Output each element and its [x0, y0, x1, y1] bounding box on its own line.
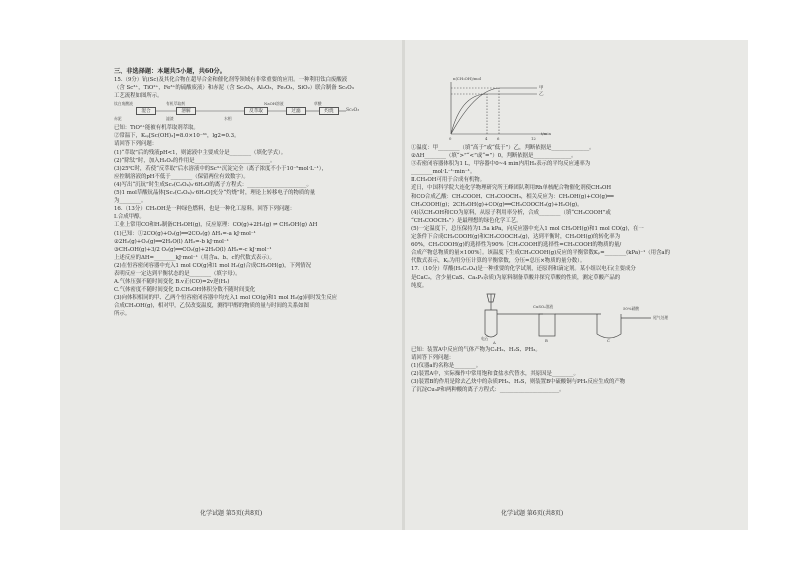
q15-line: (3)25℃时，若使“反萃取”后水溶液中的Sc³⁺沉淀完全（离子浓度不小于10⁻⁵mol·L⁻¹），: [114, 165, 327, 172]
q16-cont-line: ①温度：甲________（填“高于”或“低于”）乙，判断依据是______________。: [411, 145, 595, 151]
flow-product: Sc₂O₃: [346, 108, 360, 114]
q15-line: ②常温下，Kₛₚ[Sc(OH)₃]=8.0×10⁻³¹，lg2=0.3。: [114, 133, 240, 140]
q16-cont-line: Ⅱ.CH₃OH可用于合成有机物。: [411, 177, 486, 184]
x-tick: 6: [497, 136, 500, 141]
q16-cont-line: CH₃COOH(g)；2CH₃OH(g)+CO(g)══CH₃COOCH₃(g)+H₂O(g)。: [411, 201, 583, 208]
q16-cont-line: 近日，中国科学院大连化学物理研究所王峰团队利用Rh单核配合物催化剂使CH₃OH: [411, 185, 612, 192]
q17-line: 已知：装置A中反应的气体产物为C₂H₂、H₂S、PH₃。: [411, 346, 541, 353]
q17-line: 请回答下列问题：: [411, 354, 455, 361]
q17-line: (3)装置B的作用是除去乙炔中的杂质PH₃、H₂S，则装置B中硫酸铜与PH₃反应生成的产物: [411, 379, 626, 386]
q16-line: C.气体密度不随时间变化 D.CH₃OH体积分数不随时间变化: [114, 287, 256, 294]
q16-line: 工业上常用CO和H₂制备CH₃OH(g)，反应原理：CO(g)+2H₂(g) ⇌ CH₃OH(g) ΔH: [114, 222, 318, 229]
methanol-time-graph: [435, 76, 555, 144]
process-flow-diagram: [114, 101, 397, 123]
q16-line: 所示。: [114, 311, 131, 318]
exam-sheet: [60, 40, 748, 530]
apparatus-label: C: [607, 337, 610, 343]
q16-line: ③CH₃OH(g)+3/2 O₂(g)══CO₂(g)+2H₂O(l) ΔH₃=-c kJ·mol⁻¹: [114, 246, 272, 253]
q16-line: 表明反应一定达到平衡状态的是________（填字母）。: [114, 270, 241, 277]
right-page: [405, 40, 748, 530]
apparatus-label: B: [545, 337, 548, 343]
q15-line: 已知：TiO²⁺能被有机萃取剂萃取。: [114, 125, 199, 132]
left-page: [60, 40, 405, 530]
q15-line: (4)写出“沉钪”时生成Sc₂(C₂O₄)₃·6H₂O的离子方程式：______________________。: [114, 181, 312, 188]
q16-cont-line: (4)以CH₃OH和CO为原料，从原子利用率分析，合成________（填“CH₃COOH”或: [411, 209, 611, 216]
page-footer: 化学试题 第5页(共8页): [200, 510, 263, 517]
flow-step-box: 灼烧: [319, 107, 339, 115]
graph-svg: [435, 76, 555, 144]
curve-label: 乙: [539, 92, 544, 97]
flow-step-box: 溶解: [176, 107, 196, 115]
q16-line: A.气体压强不随时间变化 B.v正(CO)=2v逆(H₂): [114, 279, 230, 286]
flow-label: NaOH溶液: [264, 101, 284, 107]
q16-line: 上述反应的ΔH=________kJ·mol⁻¹（用含a、b、c的代数式表示）。: [114, 254, 275, 261]
q16-line: Ⅰ.合成甲醇。: [114, 214, 145, 221]
q16-cont-line: 和CO合成乙酸：CH₃COOH、CH₃COOCH₃，相关反应为：CH₃OH(g)+CO(g)══: [411, 193, 614, 200]
flow-label: 钛白废酸液: [114, 101, 133, 107]
flow-label: 草酸: [314, 101, 322, 107]
q16-cont-line: ________mol·L⁻¹·min⁻¹。: [411, 169, 476, 176]
apparatus-label: A: [493, 339, 496, 345]
q16-cont-line: 合成产物总物质的量×100%］。该温度下生成CH₃COOH(g)反应的平衡常数Kₚ=________(kPa)⁻¹（用含a的: [411, 250, 671, 257]
page-footer: 化学试题 第6页(共8页): [501, 510, 564, 517]
flow-step-box: 混合: [136, 107, 156, 115]
q16-cont-line: ②ΔH________（填“>”“<”或“=”）0，判断依据是______________。: [411, 153, 577, 160]
flow-label: 滤渣: [166, 116, 174, 122]
q15-line: 为________。: [114, 198, 147, 205]
curve-jia: [451, 88, 537, 134]
flow-label: 水相: [224, 116, 232, 122]
flow-label: 有机萃取剂: [166, 101, 185, 107]
curve-label: 甲: [539, 86, 544, 91]
graph-xlabel: t/min: [541, 131, 552, 136]
q16-cont-line: 60%，CH₃COOH(g)的选择性为90%［CH₃COOH的选择性=CH₃COOH的物质的量/: [411, 242, 622, 249]
curve-yi: [451, 94, 537, 134]
q16-line: ②2H₂(g)+O₂(g)══2H₂O(l) ΔH₂=-b kJ·mol⁻¹: [114, 238, 229, 245]
q16-line: 16.（13分）CH₃OH是一种绿色燃料，也是一种化工原料。回答下列问题：: [114, 206, 296, 213]
x-tick: 0: [449, 136, 452, 141]
q17-line: 17.（10分）草酸(H₂C₂O₄)是一种重要的化学试剂，还原剂和滴定剂。某小组以电石(主要成分: [411, 266, 636, 273]
q16-line: (3)向体积相同的甲、乙两个恒容密闭容器中均充入1 mol CO(g)和1 mol H₂(g)同时发生反应: [114, 295, 338, 302]
q16-line: (2)在恒容密闭容器中充入1 mol CO(g)和1 mol H₂(g)合成CH₃OH(g)，下列情况: [114, 262, 312, 269]
q15-intro-line: 15.（9分）钪(Sc)及其化合物在超导合金和催化剂等领域有非常重要的应用。一种利用钛白废酸液: [114, 77, 348, 83]
q16-cont-line: 代数式表示，Kₚ为用分压计算的平衡常数，分压=总压×物质的量分数）。: [411, 258, 586, 265]
q15-line: 请回答下列问题：: [114, 141, 158, 148]
x-tick: 12: [531, 136, 536, 141]
q17-line: 纯度。: [411, 282, 428, 289]
section-title: 三、非选择题：本题共5小题，共60分。: [114, 68, 226, 75]
apparatus-label: 电石: [481, 335, 489, 341]
q16-cont-line: “CH₃COOCH₃”）是最理想的绿色化学工艺。: [411, 217, 522, 224]
q15-line: (2)“除钛”时，加入H₂O₂的作用是____________________________。: [114, 157, 276, 164]
q16-line: (1)已知：①2CO(g)+O₂(g)══2CO₂(g) ΔH₁=-a kJ·mol⁻¹: [114, 230, 256, 237]
apparatus-label: 尾气处理: [653, 314, 669, 320]
apparatus-label: 50%硝酸: [623, 305, 640, 311]
q16-cont-line: (5)一定温度下，总压保持为1.5a kPa，向反应器中充入1 mol CH₃OH(g)和1 mol CO(g)，在一: [411, 225, 644, 232]
x-tick: 4: [485, 136, 488, 141]
q15-line: (5)1 mol草酸钪晶体[Sc₂(C₂O₄)₃·6H₂O]充分“灼烧”时，理论上转移电子的物质的量: [114, 190, 316, 197]
apparatus-diagram: [451, 290, 691, 346]
q16-cont-line: 定条件下合成CH₃COOH(g)和CH₃COOCH₃(g)，达到平衡时，CH₃OH(g)的转化率为: [411, 234, 621, 241]
q15-line: (1)“萃取”后的残液pH<1，则滤液中主要成分是________（填化学式）。: [114, 149, 287, 156]
apparatus-label: CuSO₄溶液: [533, 303, 554, 309]
flow-step-box: 过滤: [286, 107, 306, 115]
q17-line: (2)装置A中，实际操作中常用饱和食盐水代替水，其原因是________。: [411, 370, 579, 377]
q15-intro-line: （含 Sc³⁺，TiO²⁺，Fe³⁺的硫酸废液）和赤泥（含 Sc₂O₃，Al₂O₃，Fe₂O₃，SiO₂）联合制备 Sc₂O₃: [114, 85, 354, 92]
q16-cont-line: ③若密闭容器体积为1 L，甲容器中0~4 min内用H₂表示的平均反应速率为: [411, 161, 591, 168]
q15-line: 应控制溶液的pH不低于________（保留两位有效数字）。: [114, 173, 249, 180]
flow-label: 赤泥: [114, 116, 122, 122]
q17-line: 是CaC₂，含少量CaS、Ca₃P₂杂质)为原料制备草酸并探究草酸的性质，测定草酸产品的: [411, 274, 621, 281]
flow-step-box: 反萃取: [244, 107, 268, 115]
q16-line: 合成CH₃OH(g)，相对甲，乙仅改变温度，测得甲醇的物质的量与时间的关系如图: [114, 303, 309, 310]
q17-line: 了沉淀Cu₃P和两种酸的离子方程式：______________________。: [411, 387, 565, 394]
q15-intro-line: 工艺流程如图所示。: [114, 93, 163, 100]
graph-ylabel: n(CH₃OH)/mol: [453, 76, 481, 81]
q17-line: (1)仪器a的名称是________。: [411, 362, 482, 369]
flow-arrows: [114, 101, 354, 123]
